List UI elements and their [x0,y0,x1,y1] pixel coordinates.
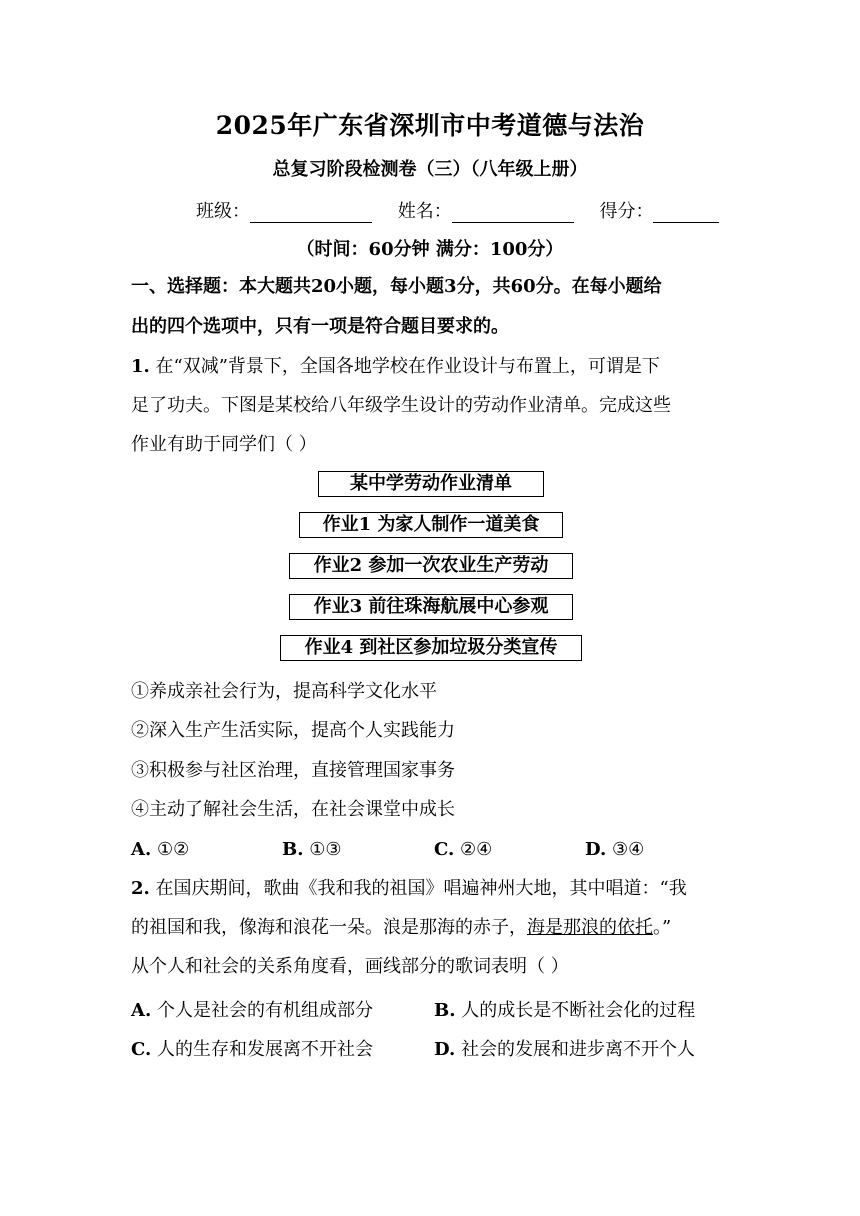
q2-text-line1: 在国庆期间，歌曲《我和我的祖国》唱遍神州大地，其中唱道：“我 [155,878,687,899]
q1-task-2: 作业2 参加一次农业生产劳动 [289,553,573,579]
q1-statement-2: ②深入生产生活实际，提高个人实践能力 [131,720,455,741]
q1-option-c[interactable] [434,839,492,860]
q1-line1 [131,356,660,378]
score-field[interactable] [653,204,719,223]
q2-option-d-key: D. [434,1039,456,1060]
name-label: 姓名： [397,201,452,222]
q2-option-b[interactable] [434,996,695,1022]
exam-subtitle: 总复习阶段检测卷（三）（八年级上册） [272,159,588,180]
q2-option-a-key: A. [131,1000,152,1021]
q1-option-d-key: D. [585,839,607,860]
score-label: 得分： [599,201,654,222]
q1-statement-4: ④主动了解社会生活，在社会课堂中成长 [131,799,455,820]
q2-option-b-text: 人的成长是不断社会化的过程 [461,1000,696,1021]
q1-statement-3: ③积极参与社区治理，直接管理国家事务 [131,760,455,781]
q1-option-c-key: C. [434,839,455,860]
q2-option-c[interactable] [131,1035,373,1061]
q1-option-b-text: ①③ [309,839,342,860]
q2-option-b-key: B. [434,1000,456,1021]
q1-option-b-key: B. [282,839,304,860]
class-field[interactable] [250,204,372,223]
q2-option-c-key: C. [131,1039,152,1060]
exam-title: 2025年广东省深圳市中考道德与法治 [215,111,645,140]
q1-option-a-text: ①② [156,839,190,860]
q1-option-b[interactable] [282,839,342,860]
q1-option-c-text: ②④ [460,839,493,860]
q2-text-line3: 从个人和社会的关系角度看，画线部分的歌词表明（ ） [131,956,569,977]
section1-intro-line2: 出的四个选项中，只有一项是符合题目要求的。 [131,316,509,337]
section1-intro-line1: 本大题共20小题，每小题3分，共60分。在每小题给 [239,276,662,297]
class-label: 班级： [196,201,250,222]
q2-underlined-lyric: 海是那浪的依托 [527,917,653,938]
q2-option-c-text: 人的生存和发展离不开社会 [157,1039,374,1060]
q2-text-line2-post: 。” [653,917,672,938]
q1-table-title: 某中学劳动作业清单 [318,471,544,497]
q2-text-line2-pre: 的祖国和我，像海和浪花一朵。浪是那海的赤子， [131,917,527,938]
q1-statement-1: ①养成亲社会行为，提高科学文化水平 [131,681,437,702]
q1-task-4: 作业4 到社区参加垃圾分类宣传 [280,635,582,661]
section1-intro [131,276,662,298]
student-info-row [196,197,719,223]
q1-task-1: 作业1 为家人制作一道美食 [299,512,563,538]
q1-text-line3: 作业有助于同学们（ ） [131,434,317,455]
q1-option-a-key: A. [131,839,152,860]
q1-task-3: 作业3 前往珠海航展中心参观 [289,594,573,620]
q2-option-d[interactable] [434,1035,695,1061]
q1-option-d-text: ③④ [611,839,645,860]
q2-line1 [131,878,687,900]
q1-number: 1. [131,356,150,377]
q2-option-d-text: 社会的发展和进步离不开个人 [460,1039,695,1060]
q2-line2 [131,917,671,939]
time-info: （时间：60分钟 满分：100分） [296,239,564,260]
section1-heading: 一、选择题： [131,276,239,297]
q1-option-a[interactable] [131,839,189,860]
name-field[interactable] [452,204,574,223]
q1-text-line1: 在“双减”背景下，全国各地学校在作业设计与布置上，可谓是下 [155,356,660,377]
q1-text-line2: 足了功夫。下图是某校给八年级学生设计的劳动作业清单。完成这些 [131,395,671,416]
q2-number: 2. [131,878,150,899]
q1-option-d[interactable] [585,839,644,860]
q2-option-a-text: 个人是社会的有机组成部分 [156,1000,373,1021]
q2-option-a[interactable] [131,996,373,1022]
